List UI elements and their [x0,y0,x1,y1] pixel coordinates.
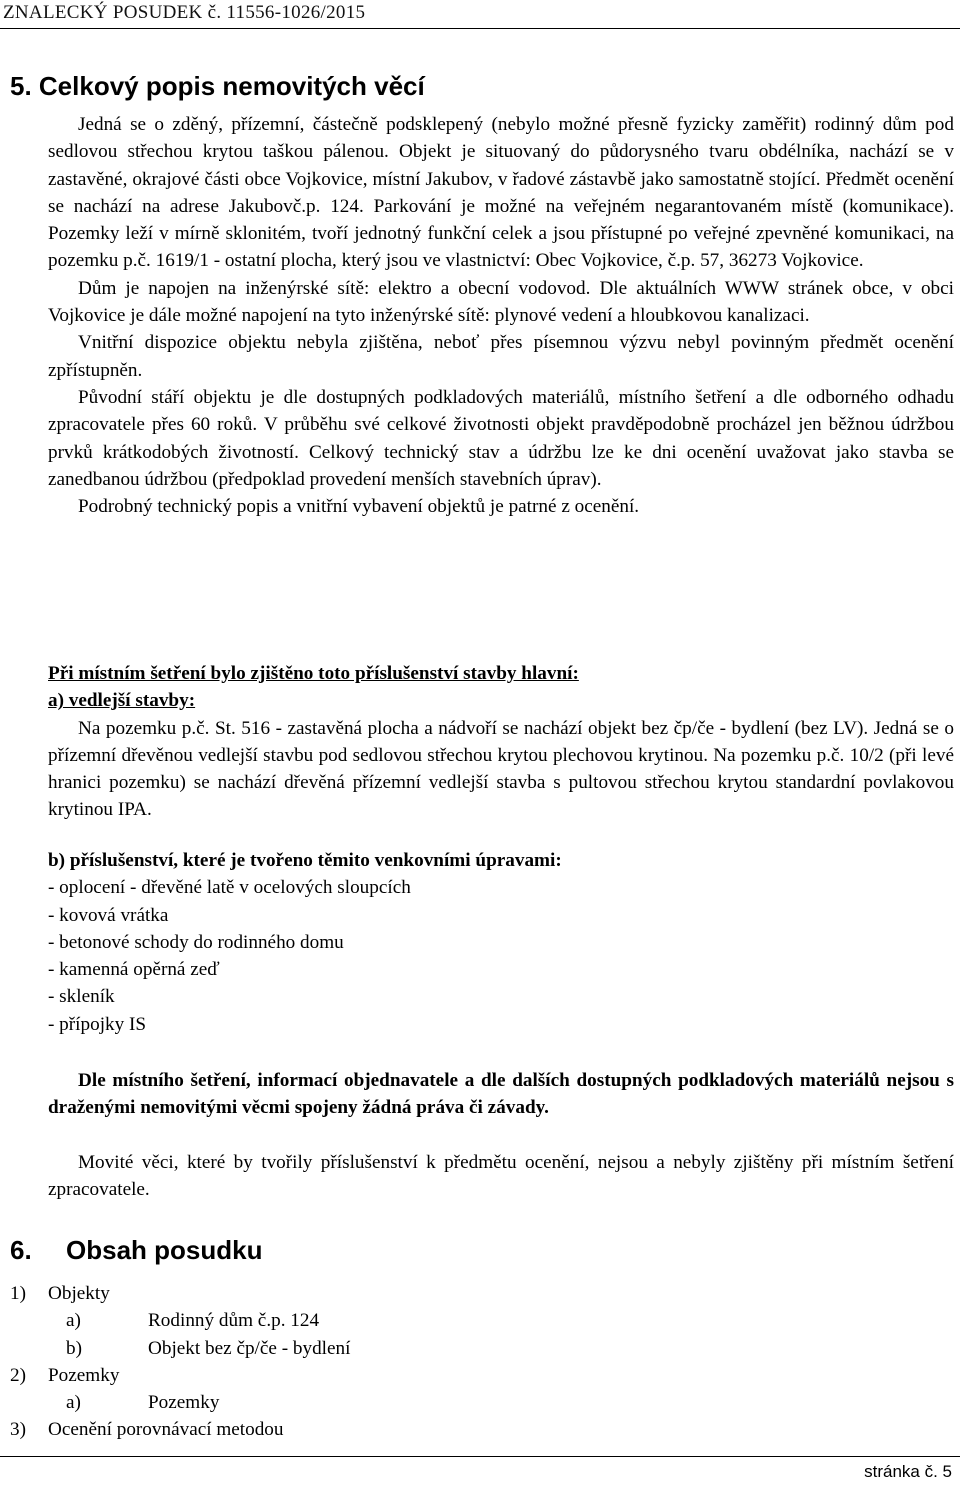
contents-list [10,1280,910,1444]
paragraph-details: Podrobný technický popis a vnitřní vybavení objektů je patrné z ocenění. [78,496,640,518]
list-letter: a) [66,1310,81,1332]
list-item: - betonové schody do rodinného domu [48,931,344,953]
header-divider [0,28,960,29]
list-number: 3) [10,1419,26,1441]
section-6-number: 6. [10,1235,32,1265]
list-label: Ocenění porovnávací metodou [48,1419,284,1441]
list-item: - oplocení - dřevěné latě v ocelových sloupcích [48,877,411,899]
paragraph-utilities: Dům je napojen na inženýrské sítě: elektro a obecní vodovod. Dle aktuálních WWW stránek obce, v obci Vojkovice je dále možné napojení na tyto inženýrské sítě: plynové vedení a hloubkovou kanalizaci. [48,277,954,327]
list-number: 1) [10,1283,26,1304]
list-subitem [10,1389,910,1416]
list-item [10,1362,910,1389]
list-subitem [10,1335,910,1362]
paragraph-age: Původní stáří objektu je dle dostupných podkladových materiálů, místního šetření a dle odborného odhadu zpracovatele přes 60 roků. V průběhu své celkové životnosti objekt pravděpodobně procházel jen běžnou údržbou prvků krátkodobých životností. Celkový technický stav a údržbu lze ke dni ocenění uvažovat jako stavba se zanedbanou údržbou (předpoklad provedení menších stavebních úprav). [48,386,954,490]
list-label: Objekt bez čp/če - bydlení [148,1337,351,1359]
secondary-buildings-heading: a) vedlejší stavby: [48,690,196,712]
document-header: ZNALECKÝ POSUDEK č. 11556-1026/2015 [3,2,366,23]
section-5-body [48,111,954,520]
list-subitem [10,1307,910,1334]
secondary-buildings-text: Na pozemku p.č. St. 516 - zastavěná plocha a nádvoří se nachází objekt bez čp/če - bydlení (bez LV). Jedná se o přízemní dřevěnou vedlejší stavbu pod sedlovou střechou krytou plechovou krytinou. Na pozemku p.č. 10/2 (při levé hranici pozemku) se nachází dřevěná přízemní vedlejší stavba s pultovou střechou krytou standardní povlakovou krytinou IPA. [48,717,954,821]
paragraph-description: Jedná se o zděný, přízemní, částečně podsklepený (nebylo možné přesně fyzicky zaměřit) rodinný dům pod sedlovou střechou krytou taškou pálenou. Objekt je situovaný do půdorysného tvaru obdélníka, nachází se v zastavěné, okrajové části obce Vojkovice, místní Jakubov, v řadové zástavbě jako samostatně stojící. Předmět ocenění se nachází na adrese Jakubovč.p. 124. Parkování je možné na veřejném negarantovaném místě (komunikace). Pozemky leží v mírně sklonitém, tvoří jednotný funkční celek a jsou přístupné po veřejné zpevněné komunikaci, na pozemku p.č. 1619/1 - ostatní plocha, který jsou ve vlastnictví: Obec Vojkovice, č.p. 57, 36273 Vojkovice. [48,114,954,272]
encumbrance-note: Dle místního šetření, informací objednavatele a dle dalších dostupných podkladových materiálů nejsou s draženými nemovitými věcmi spojeny žádná práva či závady. [48,1070,954,1119]
list-item: - kamenná opěrná zeď [48,959,220,981]
paragraph-layout: Vnitřní dispozice objektu nebyla zjištěna, neboť přes písemnou výzvu nebyl povinným předmět ocenění zpřístupněn. [48,332,954,381]
accessories-block [48,660,954,824]
list-label: Pozemky [148,1392,220,1414]
list-item: - skleník [48,986,115,1008]
list-item [10,1416,910,1443]
outdoor-block [48,847,954,1038]
section-6-title: Obsah posudku [66,1235,263,1265]
outdoor-heading: b) příslušenství, které je tvořeno těmito venkovními úpravami: [48,850,562,871]
list-number: 2) [10,1364,26,1386]
list-letter: b) [66,1337,82,1359]
list-letter: a) [66,1392,81,1414]
movables-note: Movité věci, které by tvořily příslušenství k předmětu ocenění, nejsou a nebyly zjištěny při místním šetření zpracovatele. [48,1152,954,1201]
list-item: - kovová vrátka [48,904,169,926]
movables-block [48,1149,954,1204]
list-label: Rodinný dům č.p. 124 [148,1310,320,1332]
accessories-heading: Při místním šetření bylo zjištěno toto příslušenství stavby hlavní: [48,663,579,684]
list-label: Pozemky [48,1364,120,1386]
section-6-heading [10,1235,262,1266]
list-item [10,1280,910,1307]
footer-divider [0,1456,960,1457]
encumbrance-block [48,1067,954,1122]
list-item: - přípojky IS [48,1013,147,1035]
section-5-heading: 5. Celkový popis nemovitých věcí [10,71,425,101]
page-number: stránka č. 5 [864,1462,952,1481]
list-label: Objekty [48,1283,110,1304]
